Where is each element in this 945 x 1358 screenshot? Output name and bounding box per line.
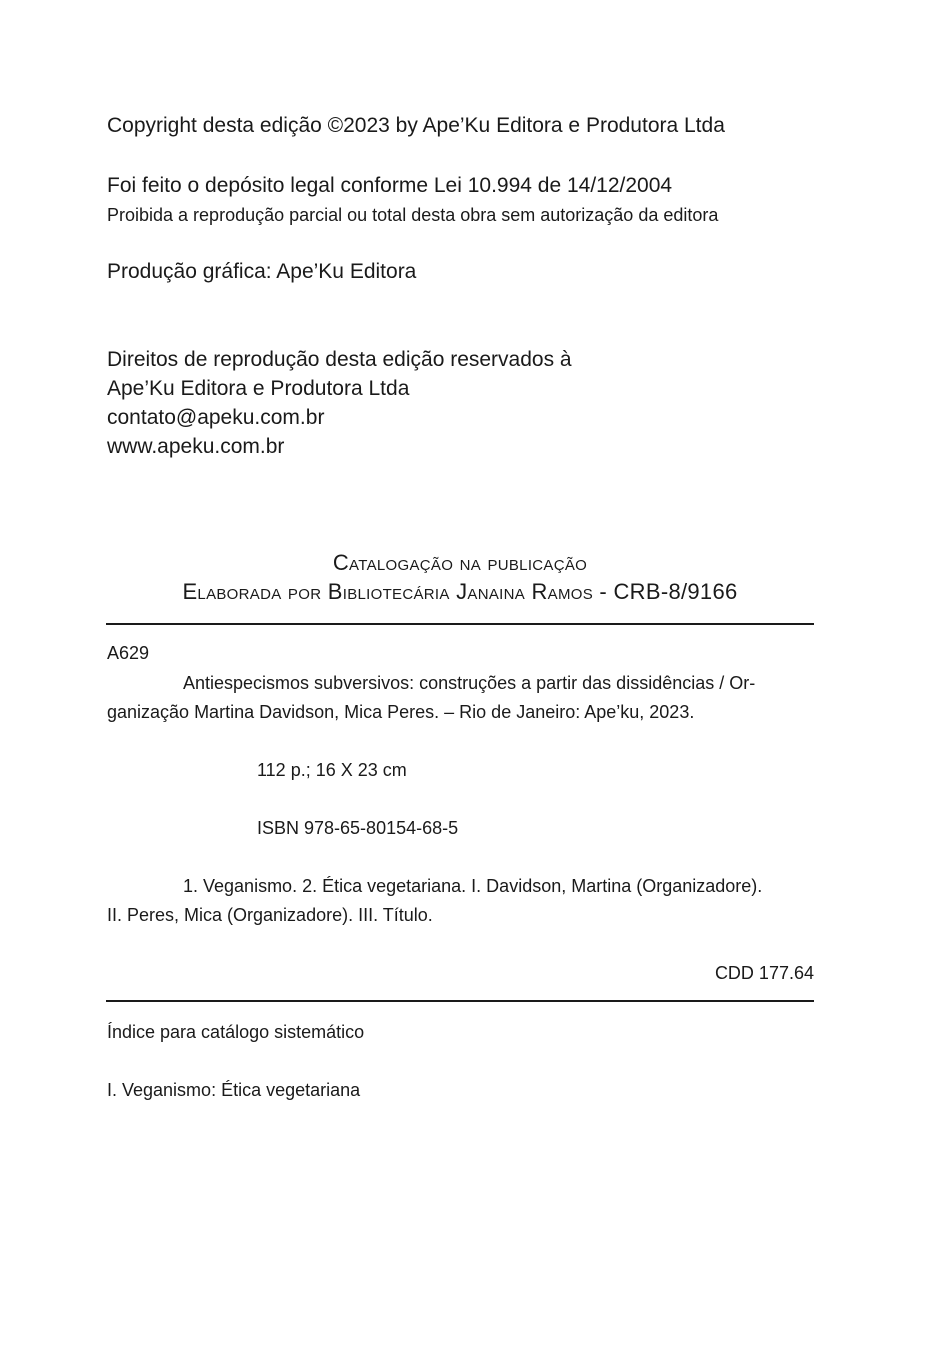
catalog-librarian-heading: Elaborada por Bibliotecária Janaina Ramos - CRB-8/9166 bbox=[182, 579, 738, 604]
cdd-classification: CDD 177.64 bbox=[714, 963, 814, 983]
systematic-index-title: Índice para catálogo sistemático bbox=[107, 1022, 365, 1042]
isbn: ISBN 978-65-80154-68-5 bbox=[257, 818, 459, 838]
physical-description: 112 p.; 16 X 23 cm bbox=[257, 760, 407, 780]
legal-deposit-notice: Foi feito o depósito legal conforme Lei 10.994 de 14/12/2004 bbox=[107, 174, 673, 197]
reproduction-prohibited-notice: Proibida a reprodução parcial ou total desta obra sem autorização da editora bbox=[107, 205, 719, 225]
call-number: A629 bbox=[107, 643, 150, 663]
subjects-line-2: II. Peres, Mica (Organizadore). III. Título. bbox=[107, 905, 433, 925]
publisher-name: Ape’Ku Editora e Produtora Ltda bbox=[107, 377, 410, 400]
copyright-notice: Copyright desta edição ©2023 by Ape’Ku Editora e Produtora Ltda bbox=[107, 114, 725, 137]
systematic-index-entry: I. Veganismo: Ética vegetariana bbox=[107, 1080, 361, 1100]
catalog-entry-line-1: Antiespecismos subversivos: construções a partir das dissidências / Or- bbox=[183, 673, 756, 693]
publisher-email: contato@apeku.com.br bbox=[107, 406, 325, 429]
graphic-production-credit: Produção gráfica: Ape’Ku Editora bbox=[107, 260, 417, 283]
catalog-heading: Catalogação na publicação bbox=[332, 550, 588, 575]
publisher-website: www.apeku.com.br bbox=[107, 435, 285, 458]
subjects-line-1: 1. Veganismo. 2. Ética vegetariana. I. Davidson, Martina (Organizadore). bbox=[183, 876, 763, 896]
rights-statement: Direitos de reprodução desta edição reservados à bbox=[107, 348, 572, 371]
catalog-top-rule bbox=[106, 623, 814, 625]
catalog-entry-line-2: ganização Martina Davidson, Mica Peres. – Rio de Janeiro: Ape’ku, 2023. bbox=[107, 702, 695, 722]
catalog-bottom-rule bbox=[106, 1000, 814, 1002]
